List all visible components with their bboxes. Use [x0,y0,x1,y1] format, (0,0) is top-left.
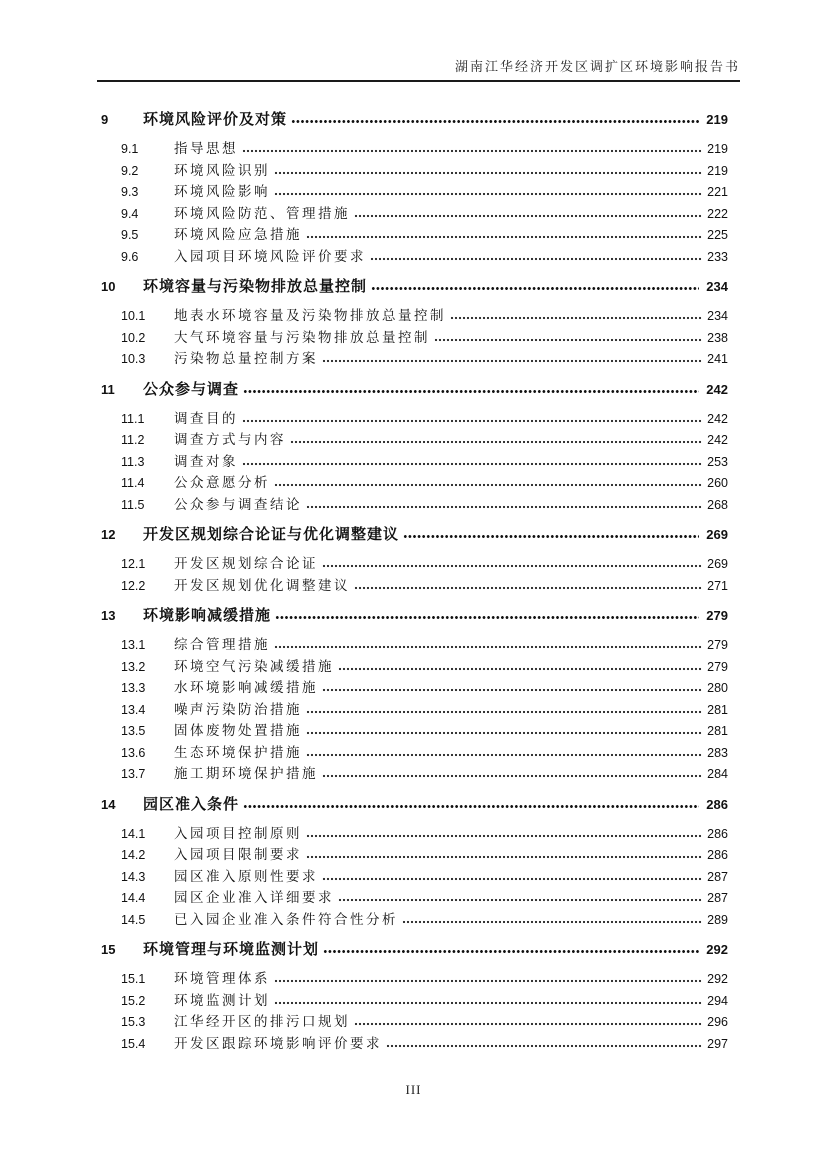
toc-section-title: 园区准入条件 [143,795,240,813]
toc-item-page-number: 281 [707,702,728,717]
toc-item-number: 14.4 [121,891,146,905]
toc-section-number: 9 [101,112,109,127]
dot-leader [306,855,702,859]
toc-item-entry[interactable] [101,699,728,721]
dot-leader [434,338,702,342]
toc-item-page-number: 280 [707,681,728,695]
toc-section-number: 13 [101,608,116,623]
dot-leader [306,834,702,838]
footer-page-number: III [405,1082,422,1097]
toc-item-number: 15.1 [121,972,146,986]
page-footer [0,1082,827,1098]
toc-item-entry[interactable] [101,451,728,473]
toc [101,100,728,1054]
toc-item-number: 12.2 [121,578,146,593]
toc-item-page-number: 234 [707,309,728,323]
toc-item-page-number: 289 [707,912,728,927]
toc-item-number: 13.4 [121,702,146,717]
toc-item-number: 11.5 [121,497,145,512]
dot-leader [306,505,702,509]
toc-item-page-number: 238 [707,330,728,345]
toc-section-number: 12 [101,527,116,542]
toc-section-page-number: 286 [706,796,728,812]
toc-item-number: 11.4 [121,476,145,490]
toc-item-title: 开发区规划综合论证 [174,556,318,571]
toc-section-page-number: 292 [706,942,728,957]
dot-leader [306,235,702,239]
toc-item-entry[interactable] [101,844,728,866]
toc-item-page-number: 286 [707,848,728,862]
header-title: 湖南江华经济开发区调扩区环境影响报告书 [454,59,740,74]
toc-item-entry[interactable] [101,866,728,888]
dot-leader [306,710,702,714]
toc-item-title: 施工期环境保护措施 [174,766,318,781]
dot-leader [322,359,702,363]
toc-item-page-number: 225 [707,228,728,242]
toc-item-number: 10.3 [121,352,146,366]
toc-section-number: 15 [101,942,116,957]
toc-item-number: 9.4 [121,206,139,221]
toc-item-page-number: 283 [707,745,728,760]
toc-section-page-number: 234 [706,279,728,294]
toc-item-page-number: 284 [707,767,728,781]
toc-item-entry[interactable] [101,429,728,451]
toc-item-entry[interactable] [101,408,728,430]
toc-item-title: 公众意愿分析 [174,475,270,490]
toc-item-title: 污染物总量控制方案 [174,351,318,366]
toc-item-number: 11.1 [121,411,145,426]
toc-section-title: 环境影响减缓措施 [143,607,272,624]
toc-item-page-number: 260 [707,476,728,490]
dot-leader [275,615,699,620]
toc-section-number: 11 [101,381,115,397]
toc-section-title: 公众参与调查 [143,380,240,398]
dot-leader [354,1022,702,1026]
toc-section-entry[interactable] [101,276,728,298]
dot-leader [386,1044,702,1048]
toc-item-entry[interactable] [101,1011,728,1033]
toc-item-page-number: 271 [707,578,728,593]
toc-item-number: 13.7 [121,767,146,781]
toc-item-page-number: 296 [707,1015,728,1029]
toc-item-entry[interactable] [101,990,728,1012]
toc-item-entry[interactable] [101,246,728,268]
toc-item-entry[interactable] [101,763,728,785]
toc-item-number: 11.3 [121,454,145,469]
toc-item-page-number: 219 [707,163,728,178]
toc-section-entry[interactable] [101,939,728,961]
dot-leader [274,979,702,983]
toc-item-entry[interactable] [101,181,728,203]
toc-item-number: 15.3 [121,1015,146,1029]
toc-section-page-number: 242 [706,381,728,397]
toc-item-number: 9.3 [121,185,139,199]
toc-item-title: 调查目的 [174,410,238,426]
toc-section-page-number: 279 [706,608,728,623]
dot-leader [291,119,699,124]
toc-item-number: 9.1 [121,142,139,156]
toc-item-title: 环境风险影响 [174,184,270,199]
toc-item-entry[interactable] [101,909,728,931]
toc-section-entry[interactable] [101,524,728,546]
toc-item-number: 14.3 [121,869,146,884]
toc-item-title: 环境管理体系 [174,971,270,986]
toc-section-title: 环境风险评价及对策 [143,111,288,128]
toc-item-entry[interactable] [101,472,728,494]
dot-leader [322,774,702,778]
toc-item-title: 调查对象 [174,453,238,469]
dot-leader [306,753,702,757]
toc-item-page-number: 241 [707,352,728,366]
toc-item-page-number: 292 [707,972,728,986]
toc-item-number: 13.5 [121,724,146,738]
dot-leader [274,483,702,487]
toc-item-page-number: 222 [707,206,728,221]
dot-leader [323,949,699,954]
toc-item-number: 13.1 [121,638,146,652]
toc-item-title: 入园项目环境风险评价要求 [174,248,366,264]
toc-section-number: 10 [101,279,116,294]
toc-item-entry[interactable] [101,677,728,699]
dot-leader [322,564,702,568]
toc-item-entry[interactable] [101,656,728,678]
toc-item-page-number: 297 [707,1036,728,1051]
toc-item-page-number: 253 [707,454,728,469]
page-header [97,56,740,82]
toc-item-entry[interactable] [101,327,728,349]
toc-item-title: 生态环境保护措施 [174,744,302,760]
toc-item-title: 噪声污染防治措施 [174,701,302,717]
dot-leader [338,898,702,902]
toc-item-number: 13.6 [121,745,146,760]
toc-item-page-number: 287 [707,891,728,905]
dot-leader [371,286,699,291]
toc-item-page-number: 281 [707,724,728,738]
dot-leader [354,586,702,590]
toc-item-entry[interactable] [101,203,728,225]
dot-leader [370,257,702,261]
toc-item-number: 9.6 [121,249,139,264]
dot-leader [354,214,702,218]
toc-item-entry[interactable] [101,224,728,246]
toc-item-page-number: 279 [707,638,728,652]
toc-item-entry[interactable] [101,138,728,160]
toc-item-number: 13.2 [121,659,146,674]
toc-item-title: 综合管理措施 [174,637,270,652]
toc-section-page-number: 219 [706,112,728,127]
toc-item-number: 10.2 [121,330,146,345]
toc-section-title: 开发区规划综合论证与优化调整建议 [143,526,400,543]
dot-leader [306,731,702,735]
toc-section-title: 环境容量与污染物排放总量控制 [143,278,368,295]
dot-leader [243,804,699,809]
toc-item-title: 大气环境容量与污染物排放总量控制 [174,329,430,345]
dot-leader [322,877,702,881]
toc-section-number: 14 [101,796,116,812]
toc-item-title: 指导思想 [174,141,238,156]
toc-item-title: 江华经开区的排污口规划 [174,1014,350,1029]
toc-item-title: 环境空气污染减缓措施 [174,658,334,674]
toc-item-entry[interactable] [101,494,728,516]
dot-leader [322,688,702,692]
dot-leader [242,149,702,153]
toc-item-entry[interactable] [101,887,728,909]
toc-item-title: 入园项目控制原则 [174,825,302,841]
dot-leader [242,419,702,423]
toc-item-entry[interactable] [101,823,728,845]
toc-item-title: 公众参与调查结论 [174,496,302,512]
toc-item-number: 15.4 [121,1036,146,1051]
toc-item-title: 开发区跟踪环境影响评价要求 [174,1035,382,1051]
dot-leader [243,389,699,394]
toc-item-page-number: 242 [707,411,728,426]
toc-item-number: 12.1 [121,557,146,571]
dot-leader [450,316,702,320]
toc-section-title: 环境管理与环境监测计划 [143,941,320,958]
toc-item-number: 14.5 [121,912,146,927]
dot-leader [274,171,702,175]
toc-item-title: 开发区规划优化调整建议 [174,577,350,593]
toc-item-page-number: 219 [707,142,728,156]
toc-item-entry[interactable] [101,742,728,764]
toc-section-entry[interactable] [101,794,728,816]
toc-item-title: 已入园企业准入条件符合性分析 [174,911,398,927]
toc-section-page-number: 269 [706,527,728,542]
dot-leader [274,645,702,649]
toc-item-entry[interactable] [101,720,728,742]
toc-item-page-number: 233 [707,249,728,264]
toc-section-entry[interactable] [101,379,728,401]
dot-leader [402,920,702,924]
toc-item-number: 15.2 [121,993,146,1008]
toc-item-title: 调查方式与内容 [174,432,286,447]
toc-item-page-number: 269 [707,557,728,571]
toc-item-entry[interactable] [101,305,728,327]
toc-item-title: 园区企业准入详细要求 [174,890,334,905]
toc-item-page-number: 242 [707,433,728,447]
toc-item-entry[interactable] [101,575,728,597]
toc-item-page-number: 279 [707,659,728,674]
dot-leader [290,440,702,444]
toc-section-entry[interactable] [101,109,728,131]
toc-item-title: 环境监测计划 [174,992,270,1008]
toc-item-title: 入园项目限制要求 [174,847,302,862]
toc-item-page-number: 268 [707,497,728,512]
toc-item-entry[interactable] [101,634,728,656]
toc-item-title: 园区准入原则性要求 [174,868,318,884]
toc-item-number: 11.2 [121,433,145,447]
toc-item-entry[interactable] [101,160,728,182]
toc-item-page-number: 287 [707,869,728,884]
toc-item-title: 水环境影响减缓措施 [174,680,318,695]
toc-item-page-number: 221 [707,185,728,199]
toc-item-entry[interactable] [101,553,728,575]
toc-item-number: 14.2 [121,848,146,862]
toc-item-title: 环境风险应急措施 [174,227,302,242]
toc-item-title: 环境风险识别 [174,162,270,178]
toc-item-entry[interactable] [101,1033,728,1055]
toc-item-title: 地表水环境容量及污染物排放总量控制 [174,308,446,323]
toc-item-number: 13.3 [121,681,146,695]
toc-item-number: 9.2 [121,163,139,178]
toc-item-number: 10.1 [121,309,146,323]
toc-item-page-number: 286 [707,826,728,841]
toc-item-number: 9.5 [121,228,139,242]
dot-leader [274,192,702,196]
dot-leader [403,534,699,539]
toc-item-title: 环境风险防范、管理措施 [174,205,350,221]
toc-item-entry[interactable] [101,348,728,370]
toc-item-page-number: 294 [707,993,728,1008]
toc-item-title: 固体废物处置措施 [174,723,302,738]
dot-leader [242,462,702,466]
toc-section-entry[interactable] [101,605,728,627]
toc-item-entry[interactable] [101,968,728,990]
toc-item-number: 14.1 [121,826,146,841]
dot-leader [338,667,702,671]
dot-leader [274,1001,702,1005]
